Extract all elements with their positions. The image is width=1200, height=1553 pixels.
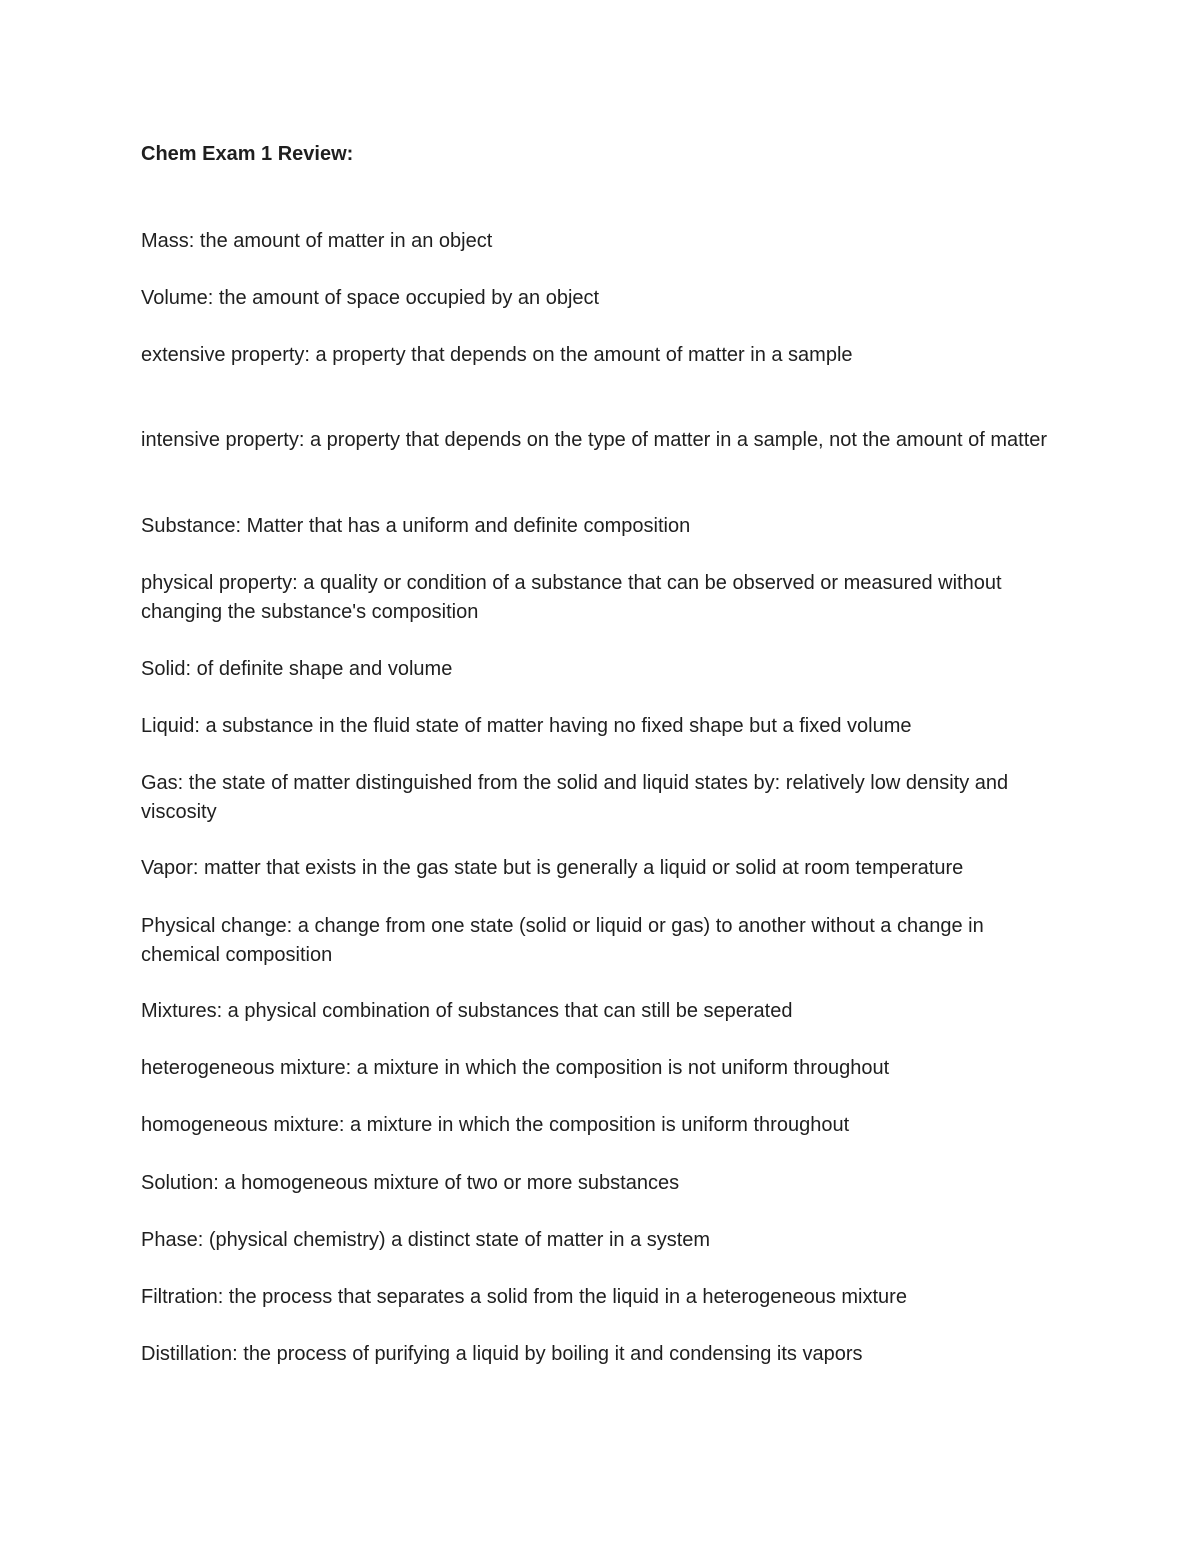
definition-phase: Phase: (physical chemistry) a distinct state of matter in a system [141,1229,711,1251]
document-title: Chem Exam 1 Review: [141,143,354,165]
definition-distillation: Distillation: the process of purifying a liquid by boiling it and condensing its vapors [141,1343,863,1365]
definition-volume: Volume: the amount of space occupied by an object [141,287,600,309]
definition-liquid: Liquid: a substance in the fluid state of matter having no fixed shape but a fixed volume [141,715,912,737]
definition-intensive-property: intensive property: a property that depends on the type of matter in a sample, not the amount of matter [141,429,1048,451]
definition-homogeneous-mixture: homogeneous mixture: a mixture in which the composition is uniform throughout [141,1114,850,1136]
definition-physical-change: Physical change: a change from one state (solid or liquid or gas) to another without a change in chemical composition [141,915,984,966]
definition-gas: Gas: the state of matter distinguished from the solid and liquid states by: relatively low density and viscosity [141,772,1009,823]
definition-solution: Solution: a homogeneous mixture of two or more substances [141,1172,680,1194]
definition-solid: Solid: of definite shape and volume [141,658,453,680]
definition-physical-property: physical property: a quality or condition of a substance that can be observed or measured without changing the substance's composition [141,572,1002,623]
definition-substance: Substance: Matter that has a uniform and definite composition [141,515,691,537]
definition-filtration: Filtration: the process that separates a solid from the liquid in a heterogeneous mixture [141,1286,907,1308]
definition-heterogeneous-mixture: heterogeneous mixture: a mixture in which the composition is not uniform throughout [141,1057,890,1079]
document-body [141,140,1061,1365]
definition-vapor: Vapor: matter that exists in the gas state but is generally a liquid or solid at room temperature [141,857,964,879]
definition-extensive-property: extensive property: a property that depends on the amount of matter in a sample [141,344,853,366]
definition-mixtures: Mixtures: a physical combination of substances that can still be seperated [141,1000,793,1022]
definition-mass: Mass: the amount of matter in an object [141,230,493,252]
